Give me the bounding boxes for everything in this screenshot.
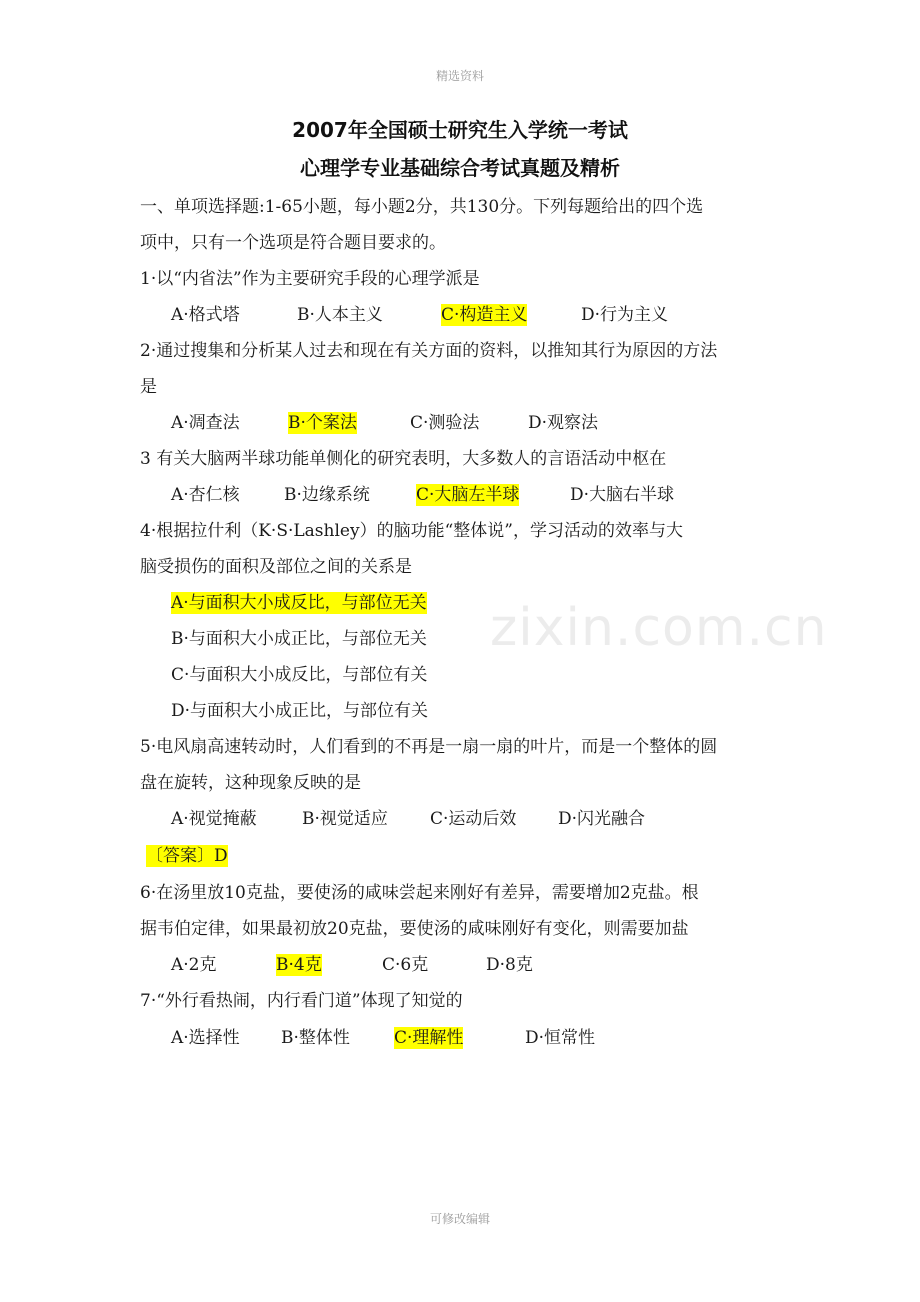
option-highlighted: A·与面积大小成反比，与部位无关	[171, 593, 427, 613]
section-intro-line: 一、单项选择题:1-65小题，每小题2分，共130分。下列每题给出的四个选	[140, 197, 704, 217]
question-stem: 据韦伯定律，如果最初放20克盐，要使汤的咸味刚好有变化，则需要加盐	[140, 919, 689, 939]
option-highlighted: C·构造主义	[441, 305, 528, 325]
header-note: 精选资料	[435, 69, 484, 83]
watermark: zixin.com.cn	[490, 598, 828, 658]
question-stem: 脑受损伤的面积及部位之间的关系是	[140, 557, 412, 577]
option: A·格式塔	[171, 305, 240, 325]
option: D·8克	[486, 955, 533, 975]
option: C·运动后效	[430, 809, 517, 829]
option: B·整体性	[281, 1028, 350, 1048]
footer-note: 可修改编辑	[429, 1212, 490, 1226]
question-stem: 3 有关大脑两半球功能单侧化的研究表明，大多数人的言语活动中枢在	[140, 449, 667, 469]
option: D·观察法	[528, 413, 599, 433]
question-stem: 1·以“内省法”作为主要研究手段的心理学派是	[140, 269, 480, 289]
document-subtitle: 心理学专业基础综合考试真题及精析	[300, 156, 620, 180]
option-highlighted: B·个案法	[288, 413, 357, 433]
question-stem: 2·通过搜集和分析某人过去和现在有关方面的资料，以推知其行为原因的方法	[140, 341, 718, 361]
question-stem: 是	[140, 377, 157, 397]
question-stem: 4·根据拉什利（K·S·Lashley）的脑功能“整体说”，学习活动的效率与大	[140, 521, 683, 541]
option-highlighted: B·4克	[276, 955, 322, 975]
option-highlighted: C·理解性	[394, 1028, 464, 1048]
section-intro-line: 项中，只有一个选项是符合题目要求的。	[140, 233, 446, 253]
option: B·视觉适应	[302, 809, 388, 829]
option: B·边缘系统	[284, 485, 370, 505]
answer-label: 〔答案〕D	[146, 846, 228, 866]
question-stem: 5·电风扇高速转动时，人们看到的不再是一扇一扇的叶片，而是一个整体的圆	[140, 737, 718, 757]
question-stem: 6·在汤里放10克盐，要使汤的咸味尝起来刚好有差异，需要增加2克盐。根	[140, 883, 699, 903]
option: B·与面积大小成正比，与部位无关	[171, 629, 427, 649]
document-title: 2007年全国硕士研究生入学统一考试	[292, 118, 628, 142]
option: D·与面积大小成正比，与部位有关	[171, 701, 429, 721]
option: B·人本主义	[297, 305, 383, 325]
option: C·与面积大小成反比，与部位有关	[171, 665, 428, 685]
question-stem: 盘在旋转，这种现象反映的是	[140, 773, 361, 793]
option: D·行为主义	[581, 305, 669, 325]
option: D·大脑右半球	[570, 485, 675, 505]
option: A·凋查法	[171, 413, 240, 433]
option: C·6克	[382, 955, 429, 975]
option: A·2克	[171, 955, 217, 975]
option-highlighted: C·大脑左半球	[416, 485, 520, 505]
question-stem: 7·“外行看热闹，内行看门道”体现了知觉的	[140, 991, 463, 1011]
option: A·选择性	[171, 1028, 240, 1048]
option: C·测验法	[410, 413, 480, 433]
option: D·闪光融合	[558, 809, 646, 829]
option: A·杏仁核	[171, 485, 240, 505]
option: A·视觉掩蔽	[171, 809, 257, 829]
option: D·恒常性	[525, 1028, 596, 1048]
